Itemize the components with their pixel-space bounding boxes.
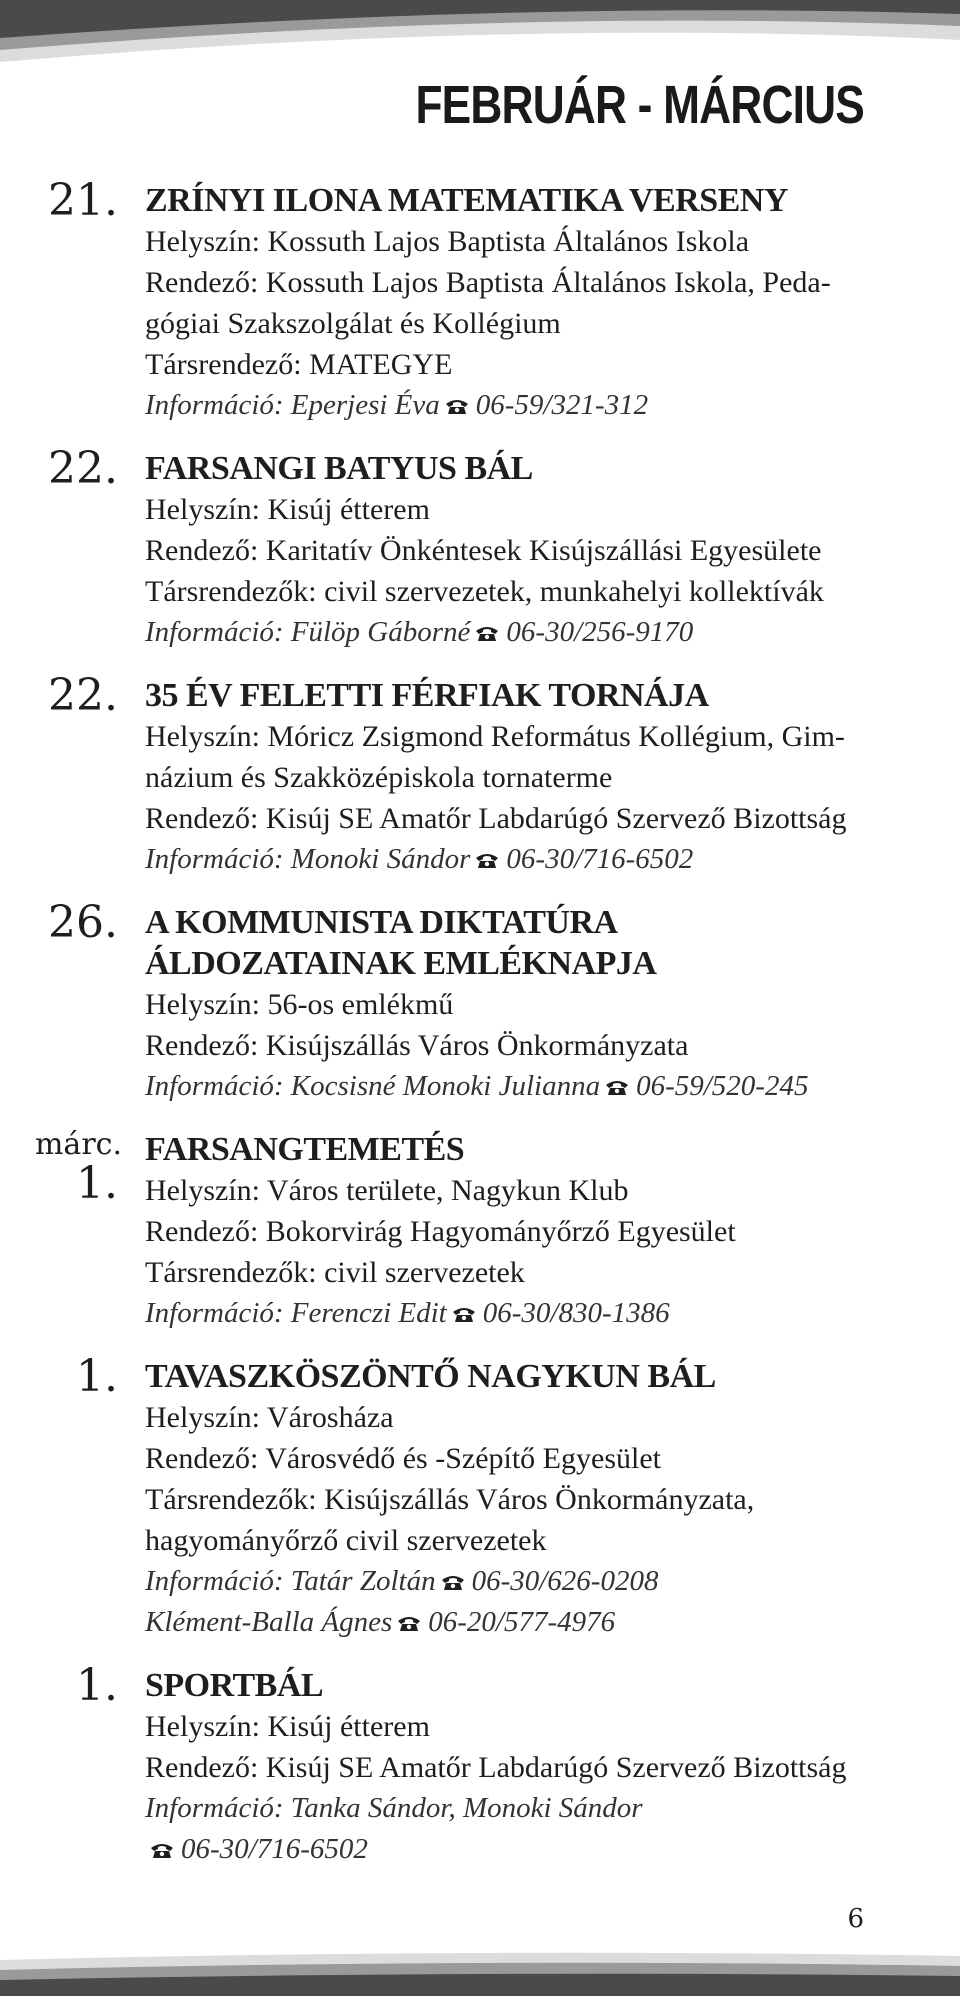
telephone-icon [474, 613, 500, 631]
info-phone-number: 06-30/830-1386 [482, 1297, 670, 1329]
info-phone-number: 06-20/577-4976 [428, 1606, 616, 1638]
event-item [0, 670, 960, 880]
info-contact: Információ: Kocsisné Monoki Julianna [145, 1070, 601, 1102]
event-title: FARSANGI BATYUS BÁL [145, 450, 533, 487]
info-phone-number: 06-59/520-245 [636, 1070, 809, 1102]
telephone-icon [604, 1067, 630, 1085]
telephone-icon [451, 1294, 477, 1312]
event-detail-line: Rendező: Kisújszállás Város Önkormányzata [145, 1029, 689, 1062]
event-day: 21. [48, 175, 118, 226]
event-detail-line: Helyszín: Kisúj étterem [145, 1710, 430, 1743]
event-detail-line: Helyszín: Városháza [145, 1401, 394, 1434]
info-phone-number: 06-30/626-0208 [471, 1565, 659, 1597]
event-detail-line: Társrendezők: Kisújszállás Város Önkormányzata, [145, 1483, 755, 1516]
telephone-icon [444, 386, 470, 404]
telephone-icon [149, 1830, 175, 1848]
event-title: A KOMMUNISTA DIKTATÚRA ÁLDOZATAINAK EMLÉKNAPJA [145, 904, 657, 982]
event-day: 22. [48, 443, 118, 494]
page-title: FEBRUÁR - MÁRCIUS [415, 75, 864, 135]
event-info-line [145, 1066, 890, 1107]
event-detail-line: Helyszín: Város területe, Nagykun Klub [145, 1174, 629, 1207]
event-detail-line: Helyszín: Móricz Zsigmond Református Kollégium, Gim- [145, 720, 845, 753]
info-contact: Információ: Eperjesi Éva [145, 389, 440, 421]
event-title: ZRÍNYI ILONA MATEMATIKA VERSENY [145, 182, 788, 219]
event-detail-line: Helyszín: 56-os emlékmű [145, 988, 454, 1021]
info-contact: Információ: Tanka Sándor, Monoki Sándor [145, 1792, 643, 1824]
event-detail-line: Társrendező: MATEGYE [145, 348, 453, 381]
event-detail-line: Rendező: Kisúj SE Amatőr Labdarúgó Szervező Bizottság [145, 1751, 847, 1784]
event-info-line [145, 1788, 890, 1829]
event-item [0, 443, 960, 653]
bottom-decorative-band [0, 1946, 960, 1996]
event-info-line [145, 1829, 890, 1870]
event-title: 35 ÉV FELETTI FÉRFIAK TORNÁJA [145, 677, 709, 714]
event-item [0, 1129, 960, 1334]
page-number: 6 [847, 1904, 864, 1934]
top-decorative-band [0, 0, 960, 80]
event-detail-line: Társrendezők: civil szervezetek, munkahelyi kollektívák [145, 575, 824, 608]
event-detail-line: hagyományőrző civil szervezetek [145, 1524, 547, 1557]
event-detail-line: gógiai Szakszolgálat és Kollégium [145, 307, 561, 340]
event-info-line [145, 612, 890, 653]
info-phone-number: 06-30/716-6502 [506, 843, 694, 875]
event-detail-line: Rendező: Kossuth Lajos Baptista Általános Iskola, Peda- [145, 266, 831, 299]
event-detail-line: Helyszín: Kisúj étterem [145, 493, 430, 526]
event-day: 22. [48, 670, 118, 721]
event-item [0, 175, 960, 426]
event-detail-line: Rendező: Bokorvirág Hagyományőrző Egyesület [145, 1215, 736, 1248]
event-title: TAVASZKÖSZÖNTŐ NAGYKUN BÁL [145, 1358, 716, 1395]
info-contact: Információ: Tatár Zoltán [145, 1565, 436, 1597]
event-item [0, 1660, 960, 1870]
info-contact: Klément-Balla Ágnes [145, 1606, 393, 1638]
info-phone-number: 06-59/321-312 [475, 389, 649, 421]
event-list [0, 175, 960, 1870]
event-day: 26. [48, 897, 118, 948]
telephone-icon [396, 1603, 422, 1621]
info-phone-number: 06-30/256-9170 [506, 616, 694, 648]
info-contact: Információ: Fülöp Gáborné [145, 616, 471, 648]
event-title: SPORTBÁL [145, 1667, 324, 1704]
event-info-line [145, 385, 890, 426]
telephone-icon [474, 840, 500, 858]
info-contact: Információ: Monoki Sándor [145, 843, 471, 875]
telephone-icon [440, 1562, 466, 1580]
info-phone-number: 06-30/716-6502 [181, 1833, 368, 1865]
event-day: 1. [76, 1660, 118, 1711]
event-detail-line: Rendező: Városvédő és -Szépítő Egyesület [145, 1442, 661, 1475]
event-info-line [145, 1602, 890, 1643]
event-day: 1. [76, 1158, 118, 1209]
event-detail-line: Rendező: Karitatív Önkéntesek Kisújszállási Egyesülete [145, 534, 822, 567]
event-info-line [145, 1561, 890, 1602]
event-detail-line: Rendező: Kisúj SE Amatőr Labdarúgó Szervező Bizottság [145, 802, 847, 835]
event-day: 1. [76, 1351, 118, 1402]
event-detail-line: Társrendezők: civil szervezetek [145, 1256, 525, 1289]
event-info-line [145, 1293, 890, 1334]
event-detail-line: Helyszín: Kossuth Lajos Baptista Általános Iskola [145, 225, 750, 258]
event-item [0, 897, 960, 1107]
event-item [0, 1351, 960, 1643]
event-detail-line: názium és Szakközépiskola tornaterme [145, 761, 613, 794]
event-info-line [145, 839, 890, 880]
event-month: márc. [34, 1127, 122, 1162]
event-title: FARSANGTEMETÉS [145, 1131, 465, 1168]
info-contact: Információ: Ferenczi Edit [145, 1297, 447, 1329]
